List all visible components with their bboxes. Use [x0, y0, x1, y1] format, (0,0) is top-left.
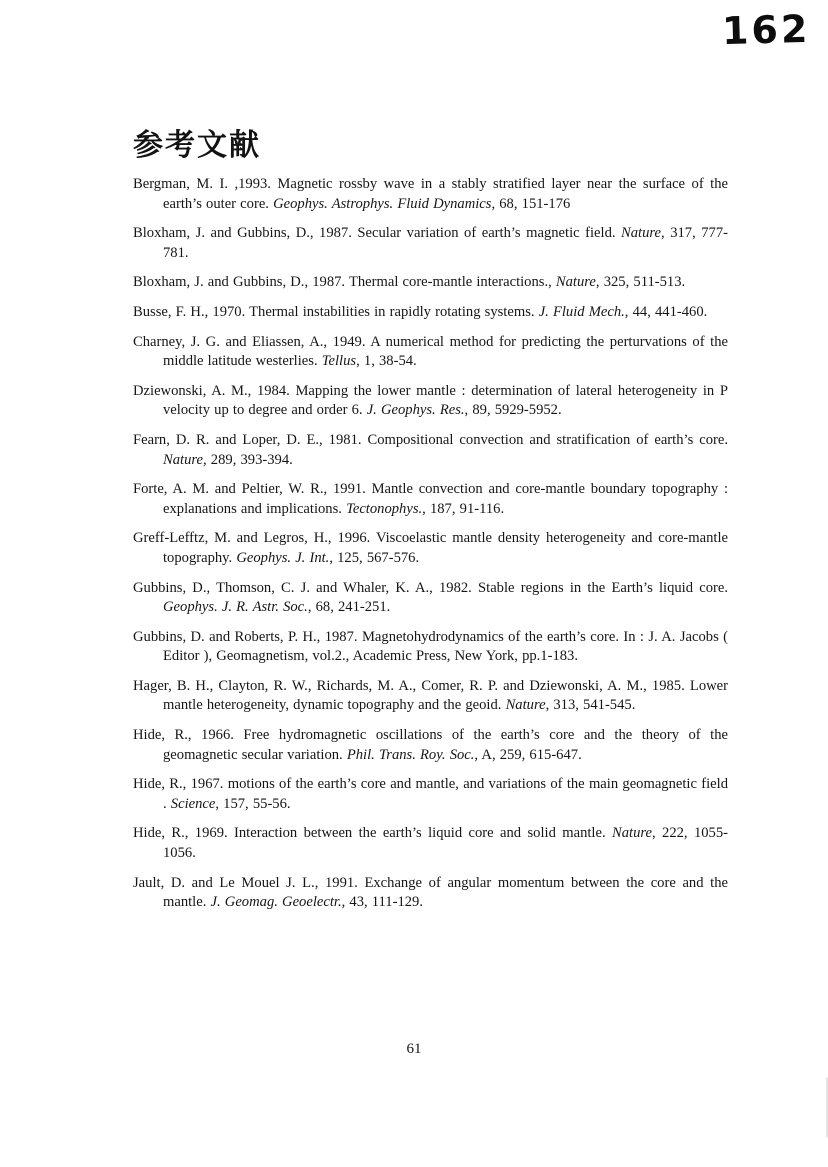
- journal-name: Nature: [612, 825, 652, 842]
- reference-item: [133, 726, 728, 765]
- reference-list: [133, 175, 728, 923]
- journal-name: Phil. Trans. Roy. Soc.: [346, 746, 475, 763]
- reference-text: Dziewonski, A. M., 1984. Mapping the lower mantle : determination of lateral heterogeneity in P velocity up to degree and order 6.: [133, 382, 728, 419]
- journal-name: Geophys. Astrophys. Fluid Dynamics: [273, 195, 492, 212]
- page-number: 61: [406, 1041, 422, 1057]
- journal-name: J. Geophys. Res.: [366, 402, 465, 419]
- reference-text: , 68, 151-176: [491, 195, 571, 212]
- reference-item: [133, 224, 728, 263]
- journal-name: J. Fluid Mech.: [538, 303, 625, 320]
- reference-item: [133, 579, 728, 618]
- reference-item: [133, 333, 728, 372]
- journal-name: Science: [170, 795, 216, 812]
- reference-text: , 43, 111-129.: [341, 894, 424, 911]
- journal-name: Geophys. J. R. Astr. Soc.: [163, 599, 308, 616]
- reference-text: , 222, 1055-1056.: [163, 825, 728, 862]
- reference-text: , 289, 393-394.: [203, 451, 293, 468]
- journal-name: Tectonophys.: [346, 500, 423, 517]
- reference-item: [133, 382, 728, 421]
- reference-text: Hide, R., 1969. Interaction between the earth’s liquid core and solid mantle.: [133, 825, 612, 842]
- reference-item: [133, 529, 728, 568]
- reference-text: Gubbins, D. and Roberts, P. H., 1987. Magnetohydrodynamics of the earth’s core. In : J. A. Jacobs ( Editor ), Geomagnetism, vol.2., Academic Press, New York, pp.1-183.: [133, 628, 728, 665]
- reference-item: [133, 273, 728, 293]
- reference-text: , 317, 777-781.: [163, 225, 728, 261]
- reference-text: , 187, 91-116.: [422, 500, 505, 517]
- reference-item: [133, 824, 728, 863]
- reference-item: [133, 628, 728, 667]
- reference-text: Forte, A. M. and Peltier, W. R., 1991. Mantle convection and core-mantle boundary topography : explanations and implications.: [133, 481, 728, 517]
- reference-text: Bloxham, J. and Gubbins, D., 1987. Secular variation of earth’s magnetic field.: [133, 225, 622, 242]
- reference-text: Fearn, D. R. and Loper, D. E., 1981. Compositional convection and stratification of earth’s core.: [133, 431, 728, 448]
- journal-name: Nature: [505, 697, 546, 714]
- reference-item: [133, 480, 728, 519]
- journal-name: Nature: [555, 274, 596, 291]
- reference-text: Bloxham, J. and Gubbins, D., 1987. Thermal core-mantle interactions.,: [133, 274, 556, 291]
- references-heading: 参考文献: [133, 129, 261, 163]
- reference-text: Jault, D. and Le Mouel J. L., 1991. Exchange of angular momentum between the core and the mantle.: [133, 874, 728, 911]
- reference-text: , 44, 441-460.: [624, 303, 708, 320]
- reference-text: Busse, F. H., 1970. Thermal instabilities in rapidly rotating systems.: [133, 303, 539, 320]
- reference-text: Greff-Lefftz, M. and Legros, H., 1996. Viscoelastic mantle density heterogeneity and core-mantle topography.: [133, 530, 728, 566]
- scan-edge-artifact: [820, 1077, 828, 1141]
- reference-text: , 89, 5929-5952.: [464, 402, 562, 419]
- reference-item: [133, 775, 728, 814]
- reference-item: [133, 175, 728, 214]
- reference-item: [133, 431, 728, 470]
- journal-name: Tellus: [321, 353, 357, 370]
- reference-text: , 1, 38-54.: [356, 353, 417, 370]
- journal-name: Nature: [163, 451, 203, 468]
- handwritten-page-label: 162: [721, 6, 811, 54]
- journal-name: J. Geomag. Geoelectr.: [210, 894, 342, 911]
- reference-item: [133, 303, 728, 323]
- reference-text: Bergman, M. I. ,1993. Magnetic rossby wave in a stably stratified layer near the surface of the earth’s outer core.: [133, 176, 728, 212]
- reference-text: , 313, 541-545.: [545, 697, 636, 714]
- reference-text: Hide, R., 1967. motions of the earth’s core and mantle, and variations of the main geomagnetic field .: [133, 776, 728, 812]
- journal-name: Geophys. J. Int.: [236, 549, 330, 566]
- reference-text: , 157, 55-56.: [215, 795, 291, 812]
- reference-text: , A, 259, 615-647.: [474, 746, 582, 763]
- reference-text: Hager, B. H., Clayton, R. W., Richards, M. A., Comer, R. P. and Dziewonski, A. M., 1985. Lower mantle heterogeneity, dynamic topography and the geoid.: [133, 677, 728, 714]
- reference-text: , 325, 511-513.: [595, 274, 686, 291]
- reference-item: [133, 874, 728, 913]
- reference-text: , 68, 241-251.: [307, 599, 391, 616]
- reference-item: [133, 677, 728, 716]
- reference-text: , 125, 567-576.: [329, 549, 420, 566]
- journal-name: Nature: [621, 225, 662, 242]
- reference-text: Charney, J. G. and Eliassen, A., 1949. A numerical method for predicting the perturvations of the middle latitude westerlies.: [133, 333, 728, 370]
- reference-text: Gubbins, D., Thomson, C. J. and Whaler, K. A., 1982. Stable regions in the Earth’s liquid core.: [133, 579, 728, 596]
- reference-text: Hide, R., 1966. Free hydromagnetic oscillations of the earth’s core and the theory of the geomagnetic secular variation.: [133, 727, 728, 763]
